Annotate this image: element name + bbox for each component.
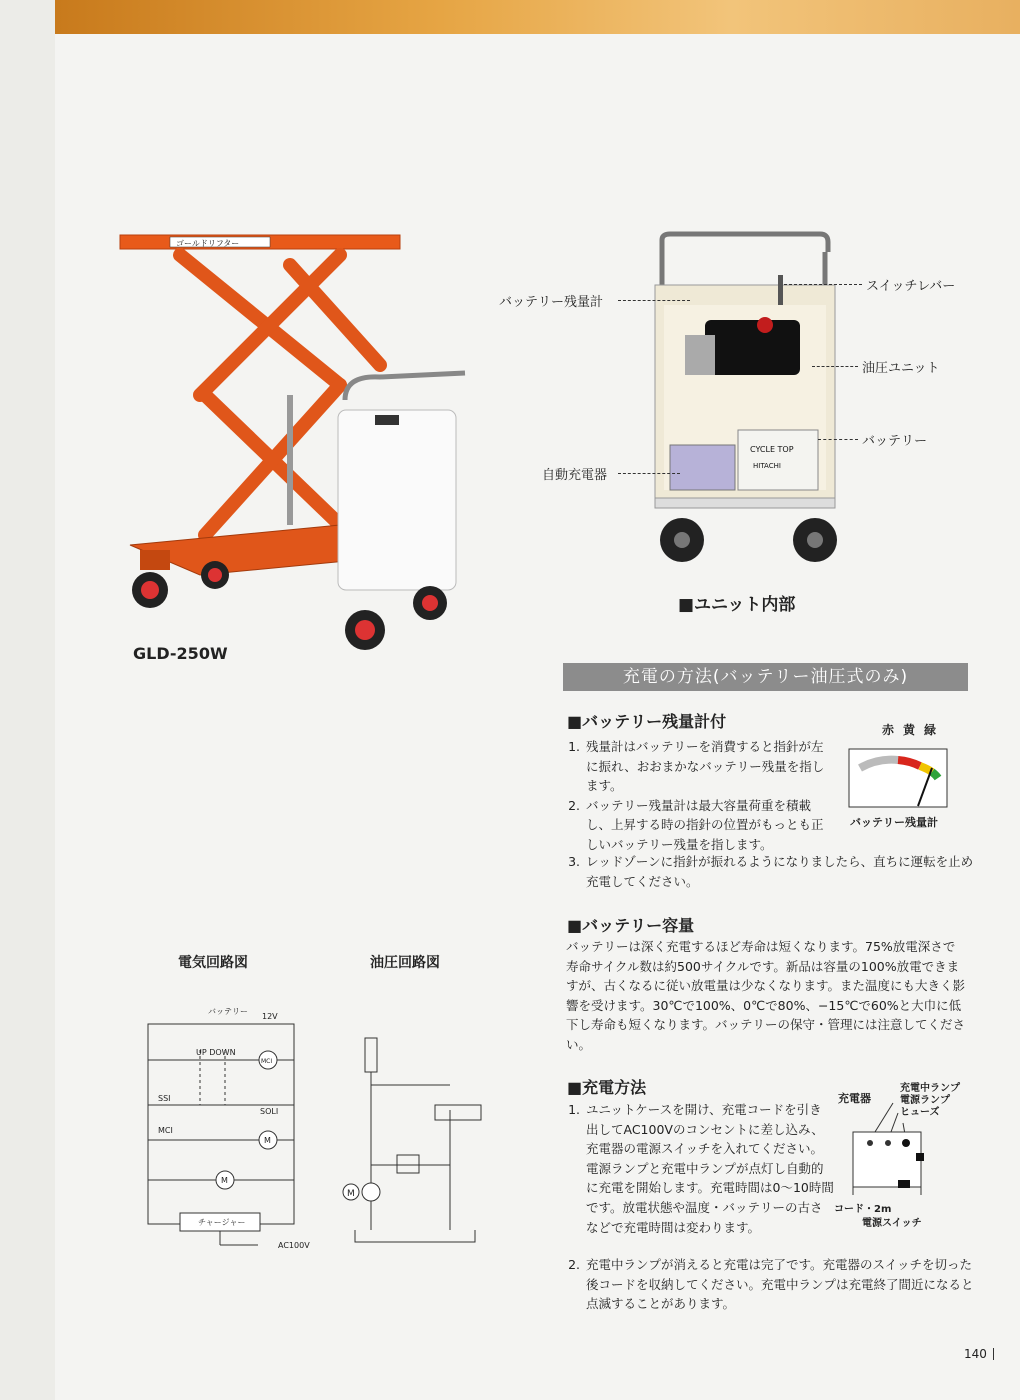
capacity-section-title: ■ バッテリー容量	[567, 913, 694, 936]
electric-circuit-diagram	[140, 1000, 320, 1260]
lamp-charging-label: 充電中ランプ	[900, 1083, 960, 1094]
hydraulic-motor-label: M	[347, 1189, 355, 1199]
charger-box-label: チャージャー	[198, 1218, 246, 1227]
capacity-text: バッテリーは深く充電するほど寿命は短くなります。75%放電深さで寿命サイクル数は約500サイクルです。新品は容量の100%放電できますが、古くなるに従い放電量は少なくなります。また温度にも大きく影響を受けます。30℃で100%、0℃で80%、−15℃で60%と大巾に低下し寿命も短くなります。バッテリーの保守・管理には注意してください。	[566, 939, 966, 1052]
ac-label: AC100V	[278, 1241, 310, 1250]
hydraulic-circuit-diagram	[335, 1030, 495, 1250]
gauge-yellow-label: 黄	[903, 723, 925, 737]
mci-coil-label: MCI	[261, 1058, 273, 1065]
gauge-list-cont	[566, 852, 984, 891]
mci-label: MCI	[158, 1126, 173, 1135]
cord-label: コード・2m	[834, 1204, 892, 1215]
leader-line	[818, 439, 858, 440]
method-list	[566, 1100, 834, 1237]
leader-line	[618, 473, 680, 474]
label-battery-gauge: バッテリー残量計	[499, 295, 604, 310]
soli-label: SOLI	[260, 1107, 279, 1116]
gauge-caption: バッテリー残量計	[850, 816, 938, 829]
header-band	[55, 0, 1020, 34]
platform-logo: ゴールドリフター	[176, 239, 240, 248]
battery-brand: CYCLE TOP	[750, 445, 794, 454]
motor-label: M	[221, 1176, 228, 1185]
motor-label: M	[264, 1136, 271, 1145]
charger-diagram-icon	[848, 1095, 928, 1200]
hydraulic-diagram-title: 油圧回路図	[370, 955, 440, 971]
list-item: 2. 充電中ランプが消えると充電は完了です。充電器のスイッチを切った後コードを収納してください。充電中ランプは充電終了間近になると点滅することがあります。	[584, 1255, 984, 1314]
page-margin	[0, 0, 55, 1400]
updown-label: UP DOWN	[196, 1048, 236, 1057]
label-battery: バッテリー	[862, 434, 928, 449]
fuse-label: ヒューズ	[900, 1107, 940, 1118]
charging-banner: 充電の方法(バッテリー油圧式のみ)	[563, 663, 968, 691]
gauge-list	[566, 737, 834, 855]
power-switch-label: 電源スイッチ	[862, 1218, 922, 1229]
unit-interior-illustration	[650, 230, 840, 580]
method-section-title: ■ 充電方法	[567, 1075, 646, 1098]
page-number: 140	[964, 1347, 994, 1361]
label-hydraulic-unit: 油圧ユニット	[862, 361, 940, 376]
list-item: 3. レッドゾーンに指針が振れるようになりましたら、直ちに運転を止め充電してください。	[584, 852, 984, 891]
method-list-cont	[566, 1255, 984, 1314]
lift-table-illustration	[110, 225, 480, 655]
list-item: 1. ユニットケースを開け、充電コードを引き出してAC100Vのコンセントに差し込み、充電器の電源スイッチを入れてください。電源ランプと充電中ランプが点灯し自動的に充電を開始します。充電時間は0〜10時間です。放電状態や温度・バッテリーの古さなどで充電時間は変わります。	[584, 1100, 834, 1237]
leader-line	[812, 366, 858, 367]
list-item: 1. 残量計はバッテリーを消費すると指針が左に振れ、おおまかなバッテリー残量を指します。	[584, 737, 834, 796]
label-auto-charger: 自動充電器	[542, 468, 608, 483]
battery-label: バッテリー	[208, 1007, 248, 1016]
voltage-label: 12V	[262, 1012, 278, 1021]
lamp-power-label: 電源ランプ	[900, 1095, 950, 1106]
ssi-label: SSI	[158, 1094, 171, 1103]
unit-caption: ■ユニット内部	[678, 595, 796, 615]
leader-line	[784, 284, 862, 285]
leader-line	[618, 300, 690, 301]
gauge-green-label: 緑	[924, 723, 946, 737]
gauge-red-label: 赤	[882, 723, 904, 737]
battery-maker: HITACHI	[753, 462, 781, 470]
label-switch-lever: スイッチレバー	[866, 279, 956, 294]
model-name: GLD-250W	[133, 644, 228, 663]
list-item: 2. バッテリー残量計は最大容量荷重を積載し、上昇する時の指針の位置がもっとも正しいバッテリー残量を指します。	[584, 796, 834, 855]
charger-label: 充電器	[838, 1092, 871, 1105]
gauge-color-labels	[882, 721, 945, 738]
gauge-section-title: ■ バッテリー残量計付	[567, 709, 726, 732]
battery-gauge-icon	[848, 748, 948, 808]
electric-diagram-title: 電気回路図	[178, 955, 248, 971]
